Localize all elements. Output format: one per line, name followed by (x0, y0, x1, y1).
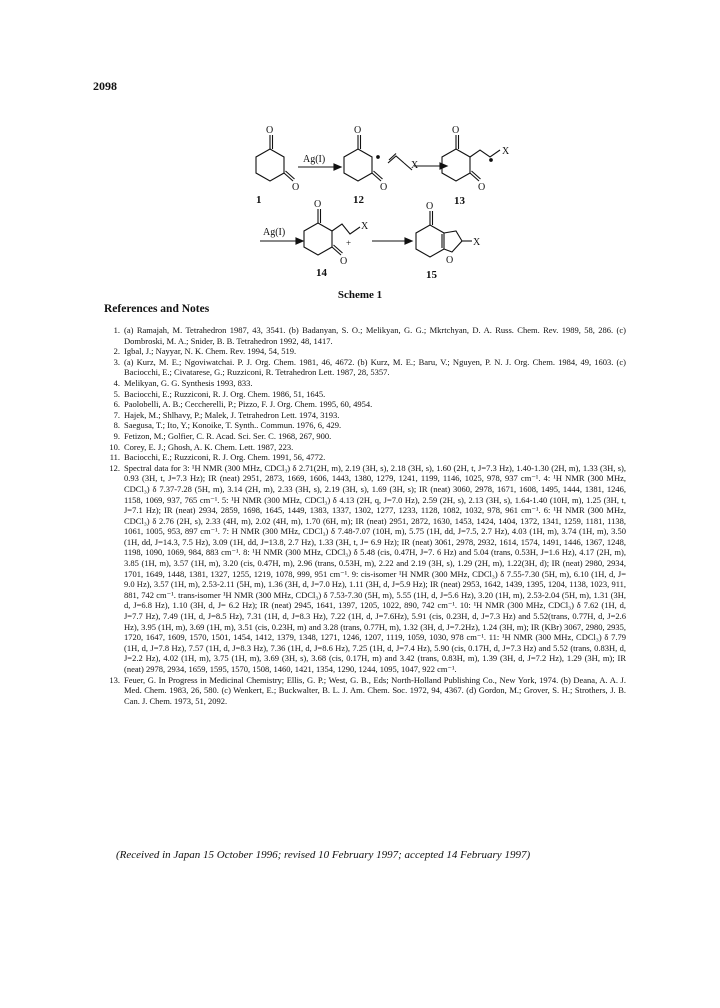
compound-label-1: 1 (256, 194, 262, 206)
references-heading: References and Notes (104, 303, 210, 315)
atom-o: O (380, 182, 388, 193)
compound-15-structure (416, 201, 481, 266)
atom-o: O (426, 201, 434, 212)
references-list (104, 325, 626, 706)
reference-item: 2. Igbal, J.; Nayyar, N. K. Chem. Rev. 1994, 54, 519. (113, 346, 297, 357)
reference-item: 3. (a) Kurz, M. E.; Ngoviwatchai. P. J. Org. Chem. 1981, 46, 4672. (b) Kurz, M. E.; Baru, V.; Nguyen, P. N. J. Org. Chem. 1984, 49, 1603. (c) Baciocchi, E.; Civatarese, G.; Ruzziconi, R. Tetrahedron Lett. 1987, 28, 5357. (113, 356, 626, 378)
atom-o: O (478, 182, 486, 193)
atom-x: X (411, 160, 419, 171)
compound-label-15: 15 (426, 269, 437, 281)
atom-o: O (292, 182, 300, 193)
compound-label-12: 12 (353, 194, 364, 206)
reference-item: 4. Melikyan, G. G. Synthesis 1993, 833. (113, 377, 253, 388)
reference-item: 7. Hajek, M.; Shlhavy, P.; Malek, J. Tetrahedron Lett. 1974, 3193. (113, 409, 340, 420)
atom-o: O (340, 256, 348, 267)
atom-o: O (452, 125, 460, 136)
reference-item: 8. Saegusa, T.; Ito, Y.; Konoike, T. Synth.. Commun. 1976, 6, 429. (113, 420, 342, 431)
reference-item: 11. Baciocchi, E.; Ruzziconi, R. J. Org. Chem. 1991, 56, 4772. (109, 452, 326, 463)
reference-item: 13. Feuer, G. In Progress in Medicinal Chemistry; Ellis, G. P.; West, G. B., Eds; North-Holland Publishing Co., New York, 1974. (b) Deana, A. A. J. Med. Chem. 1983, 26, 580. (c) Wenkert, E.; Buckwalter, B. L. J. Am. Chem. Soc. 1972, 94, 4367. (d) Gordon, M.; Grover, S. H.; Strothers, J. B. Can. J. Chem. 1973, 51, 2092. (109, 674, 626, 706)
atom-o: O (266, 125, 274, 136)
reference-item: 1. (a) Ramajah, M. Tetrahedron 1987, 43, 3541. (b) Badanyan, S. O.; Melikyan, G. G.; Mkrtchyan, D. A. Russ. Chem. Rev. 1989, 58, 286. (c) Dombroski, M. A.; Snider, B. B. Tetrahedron 1992, 48, 1417. (113, 325, 626, 346)
compound-14-structure (304, 199, 369, 267)
compound-label-13: 13 (454, 195, 465, 207)
compound-label-14: 14 (316, 267, 327, 279)
received-dates: (Received in Japan 15 October 1996; revised 10 February 1997; accepted 14 February 1997) (116, 849, 531, 861)
page-number: 2098 (93, 79, 117, 93)
cation-plus: + (346, 238, 352, 248)
atom-x: X (502, 146, 510, 157)
scheme-caption: Scheme 1 (337, 289, 383, 301)
compound-1-structure (256, 125, 299, 193)
atom-o: O (354, 125, 362, 136)
reference-item: 12. Spectral data for 3: ¹H NMR (300 MHz, CDCl₃) δ 2.71(2H, m), 2.19 (3H, s), 2.18 (3H, s), 1.60 (2H, t, J=7.3 Hz), 1.40-1.30 (2H, m), 1.33 (3H, s), 0.93 (3H, t, J=7.3 Hz); IR (neat) 2951, 2873, 1669, 1606, 1443, 1380, 1279, 1241, 1199, 1146, 1025, 978, 937 cm⁻¹. 4: ¹H NMR (300 MHz, CDCl₃) δ 7.37-7.28 (5H, m), 3.14 (2H, m), 2.33 (3H, s), 2.19 (3H, s), 1.69 (3H, s); IR (neat) 3060, 2978, 1671, 1608, 1495, 1444, 1381, 1246, 1158, 1069, 937, 765 cm⁻¹. 5: ¹H NMR (300 MHz, CDCl₃) δ 4.13 (2H, q, J=7.0 Hz), 2.59 (2H, s), 2.13 (3H, s), 1.64-1.40 (10H, m), 1.25 (3H, t, J=7.1 Hz); IR (neat) 2934, 2859, 1698, 1645, 1449, 1383, 1337, 1302, 1277, 1233, 1128, 1082, 1032, 978, 961 cm⁻¹. 6: ¹H NMR (300 MHz, CDCl₃) δ 2.76 (2H, s), 2.33 (4H, m), 2.02 (4H, m), 1.70 (6H, m); IR (neat) 2951, 2872, 1630, 1453, 1424, 1404, 1372, 1341, 1259, 1181, 1138, 1061, 1005, 953, 897 cm⁻¹. 7: H NMR (300 MHz, CDCl₃) δ 7.48-7.07 (10H, m), 5.75 (1H, dd, J=7.5, 2.7 Hz), 4.03 (1H, m), 3.74 (1H, m), 3.50 (1H, dd, J=14.3, 7.5 Hz), 3.09 (1H, dd, J=13.8, 2.7 Hz), 1.33 (3H, t, J= 6.9 Hz); IR (neat) 3061, 2978, 2932, 1614, 1574, 1491, 1446, 1367, 1248, 1198, 1090, 1069, 984, 883 cm⁻¹. 8: ¹H NMR (300 MHz, CDCl₃) δ 5.48 (cis, 0.47H, J=7. 6 Hz) and 5.04 (trans, 0.53H, J=1.6 Hz), 4.17 (2H, m), 3.85 (1H, m), 3.57 (1H, m), 3.20 (cis, 0.47H, m), 2.96 (trans, 0.53H, m), 2.22 and 2.19 (3H, s), 1.29 (2H, m), 1.22(3H, d); IR (neat) 2980, 2934, 1701, 1649, 1448, 1381, 1327, 1255, 1219, 1078, 999, 951 cm⁻¹. 9: cis-isomer ¹H NMR (300 MHz, CDCl₃) δ 7.55-7.30 (5H, m), 6.10 (1H, d, J= 9.0 Hz), 3.57 (1H, m), 2.53-2.11 (5H, m), 1.36 (3H, d, J=7.0 Hz), 1.11 (3H, d, J=5.9 Hz); IR (neat) 2953, 1642, 1439, 1395, 1204, 1138, 1023, 911, 881, 742 cm⁻¹. trans-isomer ¹H NMR (300 MHz, CDCl₃) δ 7.53-7.30 (5H, m), 5.55 (1H, d, J=5.6 Hz), 3.20 (1H, m), 2.53-2.04 (5H, m), 1.31 (3H, d, J=6.8 Hz), 1.10 (3H, d, J= 6.2 Hz); IR (neat) 2945, 1641, 1397, 1205, 1022, 890, 742 cm⁻¹. 10: ¹H NMR (300 MHz, CDCl₃) δ 7.62 (1H, d, J=7.7 Hz), 7.49 (1H, d, J=8.5 Hz), 7.31 (1H, d, J=8.3 Hz), 7.22 (1H, d, J=7.6Hz), 5.91 (cis, 0.23H, d, J=7.3 Hz) and 5.52(trans, 0.77H, d, J=2.6 Hz), 3.95 (1H, m), 3.69 (1H, m), 3.51 (cis, 0.23H, m) and 3.28 (trans, 0.77H, m), 1.32 (3H, d, J=7.2Hz), 1.24 (3H, m); IR (KBr) 3067, 2980, 2935, 1720, 1647, 1609, 1570, 1501, 1454, 1412, 1379, 1348, 1271, 1246, 1207, 1119, 1059, 1030, 978 cm⁻¹. 11: ¹H NMR (300 MHz, CDCl₃) δ 7.79 (1H, d, J=7.8 Hz), 7.57 (1H, d, J=8.3 Hz), 7.36 (1H, d, J=8.6 Hz), 7.25 (1H, d, J=7.4 Hz), 5.90 (cis, 0.17H, d, J=7.3 Hz) and 5.52 (trans, 0.83H, d, J=2.2 Hz), 4.02 (1H, m), 3.75 (1H, m), 3.69 (3H, s), 3.68 (cis, 0.17H, m) and 3.42 (trans, 0.83H, m), 1.39 (3H, d, J=7.2 Hz), 1.29 (3H, m); IR (neat) 2978, 2934, 1659, 1595, 1570, 1508, 1460, 1421, 1354, 1290, 1244, 1095, 1047, 922 cm⁻¹. (109, 462, 626, 674)
reference-item: 5. Baciocchi, E.; Ruzziconi, R. J. Org. Chem. 1986, 51, 1645. (113, 388, 326, 399)
reference-item: 9. Fetizon, M.; Golfier, C. R. Acad. Sci. Ser. C. 1968, 267, 900. (113, 430, 332, 441)
atom-o: O (446, 255, 454, 266)
atom-x: X (473, 237, 481, 248)
reagent-ag-top: Ag(I) (303, 154, 326, 165)
atom-o: O (314, 199, 322, 210)
scheme-1-diagram (0, 0, 720, 300)
reference-item: 6. Paolobelli, A. B.; Ceccherelli, P.; Pizzo, F. J. Org. Chem. 1995, 60, 4954. (113, 399, 373, 410)
reagent-ag-bottom: Ag(I) (263, 227, 286, 238)
compound-12-structure (344, 125, 387, 193)
reference-item: 10. Corey, E. J.; Ghosh, A. K. Chem. Lett. 1987, 223. (109, 441, 294, 452)
compound-13-structure (442, 125, 510, 193)
atom-x: X (361, 221, 369, 232)
